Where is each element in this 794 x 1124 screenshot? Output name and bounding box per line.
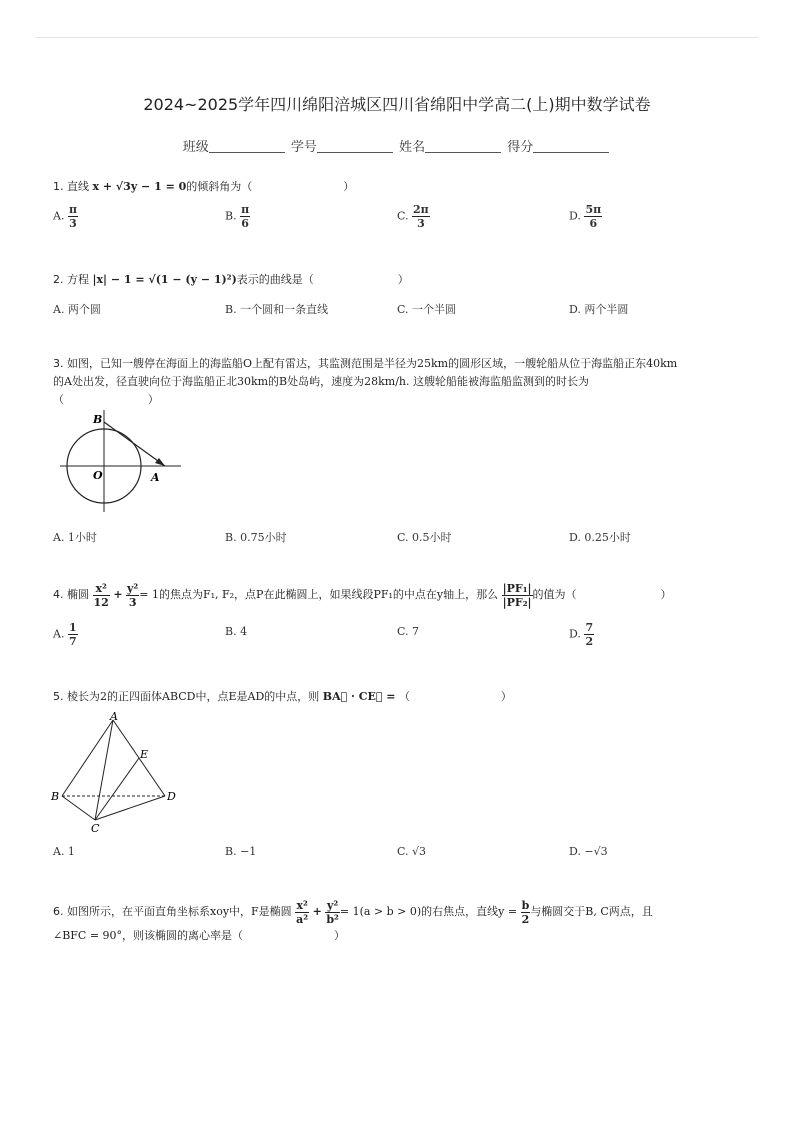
edge-ac bbox=[95, 720, 113, 820]
page-title: 2024~2025学年四川绵阳涪城区四川省绵阳中学高二(上)期中数学试卷 bbox=[143, 95, 651, 114]
answer-paren: （ ） bbox=[53, 393, 159, 406]
math-expression: x + √3y − 1 = 0 bbox=[92, 180, 187, 193]
fraction: $\frac{\text{x²}}{\text{a²}}$ bbox=[296, 898, 309, 926]
question-text: 的A处出发，径直驶向位于海监船正北30km的B处岛屿，速度为28km/h. 这艘轮船能被海监船监测到的时长为 bbox=[53, 375, 589, 388]
question-text: = 1(a > b > 0)的右焦点，直线y = bbox=[339, 905, 518, 918]
fraction: $\frac{\pi}{3}$ bbox=[68, 203, 78, 230]
option-c[interactable]: C. 0.5小时 bbox=[397, 531, 452, 544]
question-text: 与椭圆交于B, C两点，且 bbox=[530, 905, 653, 918]
question-5: 5. 棱长为2的正四面体ABCD中，点E是AD的中点，则 BA⃗ · CE⃗ = （ ） bbox=[53, 690, 512, 703]
option-a[interactable]: A. 两个圆 bbox=[53, 303, 101, 316]
id-blank[interactable] bbox=[317, 140, 393, 153]
edge-bc bbox=[62, 796, 95, 820]
label-o: O bbox=[93, 469, 103, 482]
option-a[interactable]: A. $\frac{\pi}{3}$ bbox=[53, 203, 78, 230]
name-label: 姓名 bbox=[399, 140, 426, 155]
label-c: C bbox=[91, 822, 100, 835]
question-number: 4. bbox=[53, 588, 64, 601]
label-b: B bbox=[93, 413, 103, 426]
label-d: D bbox=[167, 790, 176, 803]
question-1: 1. 直线 x + √3y − 1 = 0的倾斜角为（ ） bbox=[53, 180, 355, 193]
question-number: 2. bbox=[53, 273, 64, 286]
question-6: 6. 如图所示，在平面直角坐标系xoy中，F是椭圆 $\frac{\text{x²}}{\text{a²}}$ + $\frac{\text{y²}}{\text{b²}}$ = 1(a > b > 0)的右焦点，直线y = $\frac{b}{2}$ 与椭圆交于B, C两点，且 ∠BFC = 90°，则该椭圆的离心率是（ ） bbox=[53, 898, 653, 942]
question-4: 4. 椭圆 $\frac{\text{x²}}{12}$ + $\frac{\text{y²}}{3}$ = 1的焦点为F₁, F₂，点P在此椭圆上，如果线段PF₁的中点在y轴上，那么 $\frac{\text{|PF₁|}}{\text{|PF₂|}}$ 的值为（ ） bbox=[53, 581, 672, 609]
option-a[interactable]: A. 1 bbox=[53, 845, 75, 858]
question-text: 的值为（ bbox=[532, 588, 577, 601]
math-expression: |x| − 1 = √(1 − (y − 1)²) bbox=[92, 273, 237, 286]
header-divider bbox=[36, 37, 758, 38]
answer-paren bbox=[410, 690, 501, 703]
question-number: 6. bbox=[53, 905, 64, 918]
tetrahedron-figure bbox=[50, 710, 190, 835]
question-number: 3. bbox=[53, 357, 64, 370]
id-label: 学号 bbox=[290, 140, 317, 155]
fraction: $\frac{\text{|PF₁|}}{\text{|PF₂|}}$ bbox=[502, 581, 532, 609]
question-text: 的倾斜角为（ bbox=[186, 180, 253, 193]
class-blank[interactable] bbox=[209, 140, 285, 153]
question-text: = 1的焦点为F₁, F₂，点P在此椭圆上，如果线段PF₁的中点在y轴上，那么 bbox=[139, 588, 499, 601]
label-a: A bbox=[110, 710, 118, 723]
fraction: $\frac{\text{y²}}{3}$ bbox=[127, 581, 139, 609]
option-d[interactable]: D. $\frac{7}{2}$ bbox=[569, 621, 594, 648]
name-blank[interactable] bbox=[425, 140, 501, 153]
class-label: 班级 bbox=[182, 140, 209, 155]
answer-paren bbox=[314, 273, 398, 286]
question-number: 1. bbox=[53, 180, 64, 193]
option-a[interactable]: A. 1小时 bbox=[53, 531, 97, 544]
question-text: 直线 bbox=[67, 180, 89, 193]
radar-figure bbox=[55, 408, 185, 518]
fraction: $\frac{\pi}{6}$ bbox=[241, 203, 250, 230]
option-d[interactable]: D. 0.25小时 bbox=[569, 531, 631, 544]
option-b[interactable]: B. 4 bbox=[225, 625, 248, 638]
answer-paren bbox=[577, 588, 661, 601]
answer-paren bbox=[243, 929, 334, 942]
option-b[interactable]: B. $\frac{\pi}{6}$ bbox=[225, 203, 250, 230]
fraction: $\frac{1}{7}$ bbox=[68, 621, 77, 648]
option-b[interactable]: B. 0.75小时 bbox=[225, 531, 287, 544]
fraction: $\frac{b}{2}$ bbox=[521, 898, 530, 926]
question-text: 棱长为2的正四面体ABCD中，点E是AD的中点，则 bbox=[67, 690, 320, 703]
question-text: 方程 bbox=[67, 273, 89, 286]
option-d[interactable]: D. 两个半圆 bbox=[569, 303, 629, 316]
score-blank[interactable] bbox=[533, 140, 609, 153]
question-text: 如图所示，在平面直角坐标系xoy中，F是椭圆 bbox=[67, 905, 292, 918]
option-c[interactable]: C. √3 bbox=[397, 845, 427, 858]
question-text: 如图，已知一艘停在海面上的海监船O上配有雷达，其监测范围是半径为25km的圆形区域，一艘轮船从位于海监船正东40km bbox=[67, 357, 678, 370]
question-text: 椭圆 bbox=[67, 588, 89, 601]
fraction: $\frac{5\pi}{6}$ bbox=[585, 203, 602, 230]
fraction: $\frac{2\pi}{3}$ bbox=[413, 203, 429, 230]
question-3 bbox=[53, 355, 753, 409]
edge-ab bbox=[62, 720, 113, 796]
option-d[interactable]: D. −√3 bbox=[569, 845, 608, 858]
ship-path bbox=[104, 422, 165, 466]
segment-ce bbox=[95, 758, 139, 820]
fraction: $\frac{7}{2}$ bbox=[585, 621, 594, 648]
fraction: $\frac{\text{y²}}{\text{b²}}$ bbox=[326, 898, 339, 926]
student-info-row bbox=[0, 136, 794, 155]
question-2: 2. 方程 |x| − 1 = √(1 − (y − 1)²)表示的曲线是（ ） bbox=[53, 273, 409, 286]
option-d[interactable]: D. $\frac{5\pi}{6}$ bbox=[569, 203, 602, 230]
option-a[interactable]: A. $\frac{1}{7}$ bbox=[53, 621, 77, 648]
question-number: 5. bbox=[53, 690, 64, 703]
option-c[interactable]: C. 一个半圆 bbox=[397, 303, 457, 316]
option-b[interactable]: B. −1 bbox=[225, 845, 257, 858]
question-text: 表示的曲线是（ bbox=[236, 273, 314, 286]
label-e: E bbox=[140, 748, 149, 761]
answer-paren bbox=[252, 180, 343, 193]
score-label: 得分 bbox=[507, 140, 534, 155]
option-b[interactable]: B. 一个圆和一条直线 bbox=[225, 303, 329, 316]
fraction: $\frac{\text{x²}}{12}$ bbox=[93, 581, 109, 609]
option-c[interactable]: C. 7 bbox=[397, 625, 420, 638]
edge-cd bbox=[95, 796, 165, 820]
label-b: B bbox=[51, 790, 60, 803]
question-text: ∠BFC = 90°，则该椭圆的离心率是（ bbox=[53, 929, 244, 942]
option-c[interactable]: C. $\frac{2\pi}{3}$ bbox=[397, 203, 429, 230]
vector-expression: BA⃗ · CE⃗ = bbox=[322, 690, 396, 703]
label-a: A bbox=[151, 471, 160, 484]
